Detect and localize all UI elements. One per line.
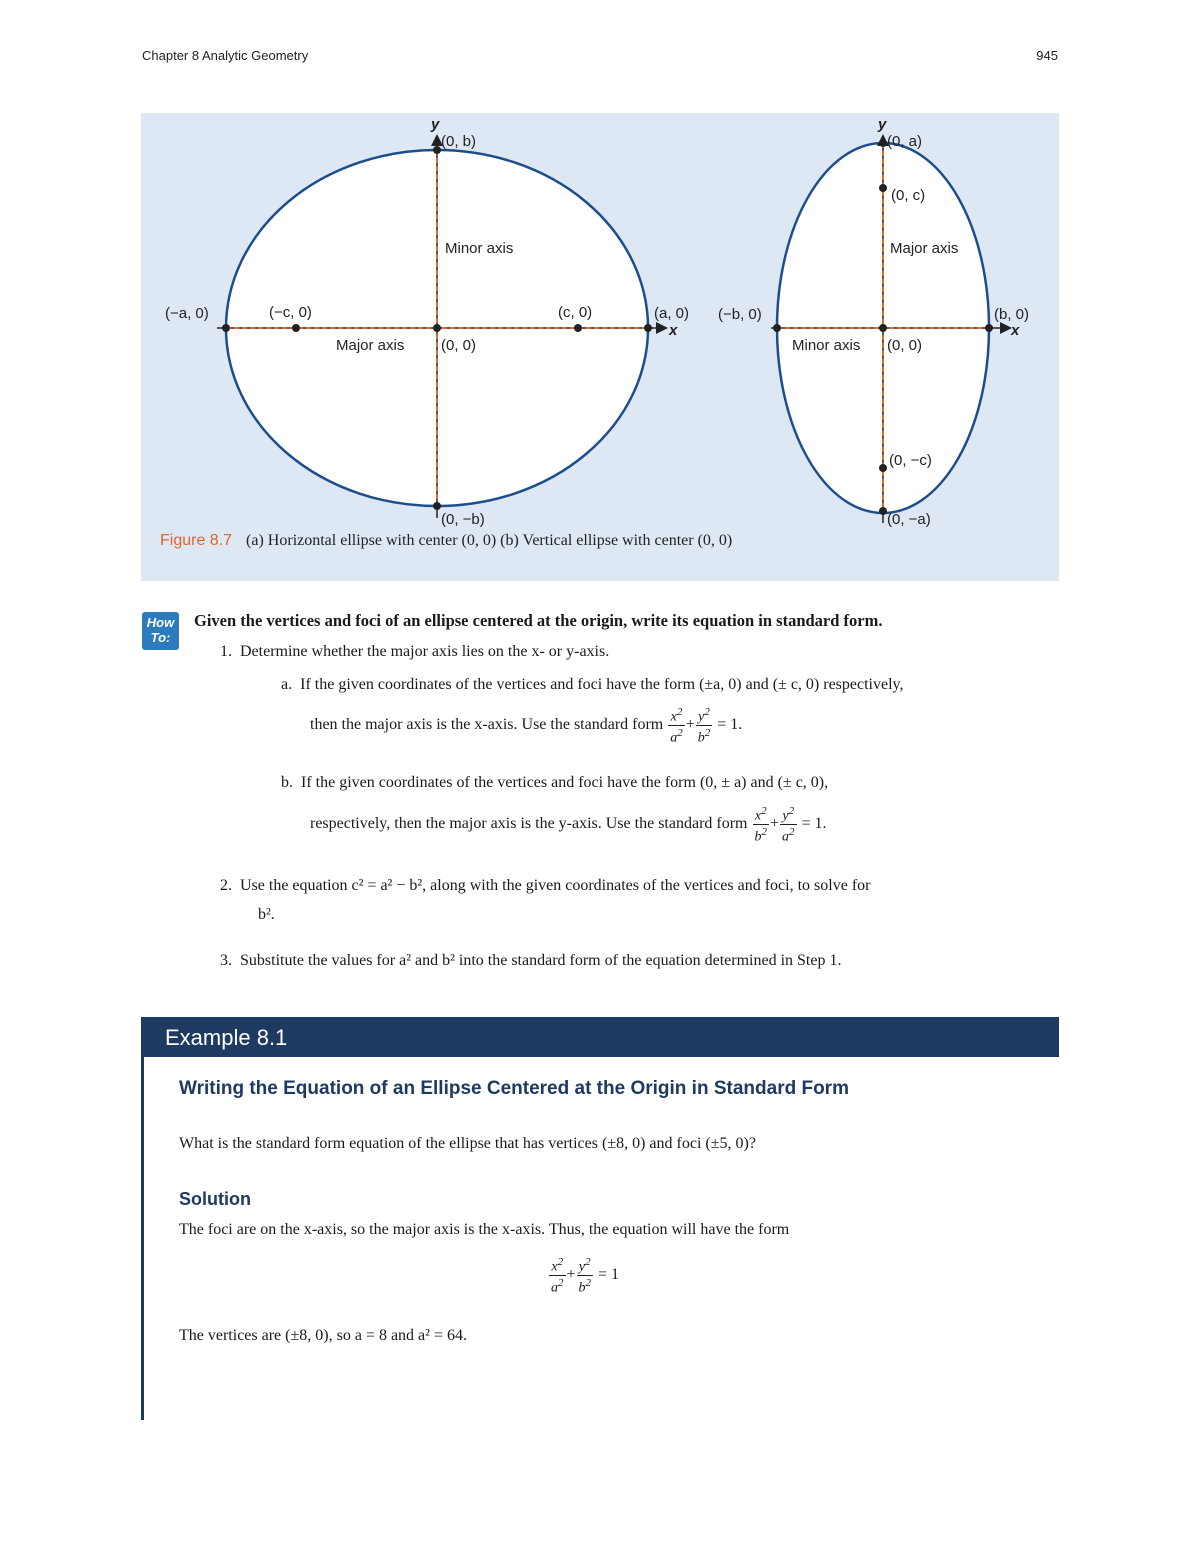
label-0-neg-c: (0, −c) — [889, 452, 932, 469]
right-bottom-focus-point — [879, 464, 887, 472]
label-0-c: (0, c) — [891, 187, 926, 204]
frac-y2-b2-example: $\frac{y^2}{b^2}$ — [578, 1256, 592, 1296]
solution-text: The foci are on the x-axis, so the major axis is the x-axis. Thus, the equation will have the form — [179, 1221, 790, 1238]
label-0-a: (0, a) — [887, 133, 923, 150]
label-left-center: (0, 0) — [441, 337, 477, 354]
left-center-point — [433, 324, 441, 332]
right-top-vertex-point — [879, 139, 887, 147]
label-neg-c-0: (−c, 0) — [269, 304, 312, 321]
frac-y2-b2: $\frac{y^2}{b^2}$ — [697, 706, 711, 746]
step-3: 3. Substitute the values for a² and b² into the standard form of the equation determined in Step 1. — [220, 952, 842, 969]
label-right-center: (0, 0) — [887, 337, 923, 354]
bottom-covertex-point — [433, 502, 441, 510]
left-y-axis-label: y — [431, 116, 440, 133]
label-right-minor-axis: Minor axis — [792, 337, 861, 354]
label-0-neg-b: (0, −b) — [441, 511, 485, 528]
label-0-neg-a: (0, −a) — [887, 511, 931, 528]
right-x-axis-label: x — [1011, 322, 1020, 339]
ellipse-figure — [141, 113, 1059, 533]
page-number: 945 — [1036, 48, 1058, 63]
right-vertex-point — [644, 324, 652, 332]
frac-y2-a2: $\frac{y^2}{a^2}$ — [782, 805, 795, 845]
frac-x2-a2: $\frac{x^2}{a^2}$ — [670, 706, 683, 746]
right-left-covertex-point — [773, 324, 781, 332]
figure-label: Figure 8.7 — [160, 532, 233, 549]
right-y-axis-label: y — [878, 116, 887, 133]
step-2-line1: 2. Use the equation c² = a² − b², along with the given coordinates of the vertices and foci, to solve for — [220, 877, 871, 894]
label-left-major-axis: Major axis — [336, 337, 405, 354]
step-1b-line2: respectively, then the major axis is the y-axis. Use the standard form $\frac{x^2}{b^2}$ + $\frac{y^2}{a^2}$ = 1. — [310, 805, 827, 845]
right-top-focus-point — [879, 184, 887, 192]
example-header: Example 8.1 — [141, 1017, 1059, 1057]
figure-caption — [160, 532, 732, 550]
step-1: 1. Determine whether the major axis lies on the x- or y-axis. — [220, 643, 610, 660]
label-neg-a-0: (−a, 0) — [165, 305, 209, 322]
left-vertex-point — [222, 324, 230, 332]
example-left-rule — [141, 1057, 144, 1420]
step-1a-line2: then the major axis is the x-axis. Use the standard form $\frac{x^2}{a^2}$ + $\frac{y^2}{b^2}$ = 1. — [310, 706, 743, 746]
label-b-0: (b, 0) — [994, 306, 1030, 323]
label-neg-b-0: (−b, 0) — [718, 306, 762, 323]
example-title: Writing the Equation of an Ellipse Centered at the Origin in Standard Form — [179, 1078, 849, 1099]
frac-x2-a2-example: $\frac{x^2}{a^2}$ — [551, 1256, 564, 1296]
example-question: What is the standard form equation of the ellipse that has vertices (±8, 0) and foci (±5, 0)? — [179, 1135, 756, 1152]
figure-caption-text: (a) Horizontal ellipse with center (0, 0) (b) Vertical ellipse with center (0, 0) — [246, 532, 733, 549]
chapter-title: Chapter 8 Analytic Geometry — [142, 48, 309, 63]
label-right-major-axis: Major axis — [890, 240, 959, 257]
right-bottom-vertex-point — [879, 507, 887, 515]
step-1a-line1: a. If the given coordinates of the vertices and foci have the form (±a, 0) and (± c, 0) respectively, — [281, 676, 904, 693]
step-2-line2: b². — [258, 906, 275, 923]
figure-panel — [141, 113, 1059, 581]
label-c-0: (c, 0) — [558, 304, 593, 321]
label-a-0: (a, 0) — [654, 305, 690, 322]
right-center-point — [879, 324, 887, 332]
vertices-text: The vertices are (±8, 0), so a = 8 and a² = 64. — [179, 1327, 467, 1344]
solution-heading: Solution — [179, 1189, 251, 1209]
step-1b-line1: b. If the given coordinates of the vertices and foci have the form (0, ± a) and (± c, 0), — [281, 774, 829, 791]
top-covertex-point — [433, 146, 441, 154]
frac-x2-b2: $\frac{x^2}{b^2}$ — [754, 805, 767, 845]
right-right-covertex-point — [985, 324, 993, 332]
how-to-title: Given the vertices and foci of an ellipse centered at the origin, write its equation in standard form. — [194, 611, 883, 630]
right-focus-point — [574, 324, 582, 332]
label-0-b: (0, b) — [441, 133, 477, 150]
label-left-minor-axis: Minor axis — [445, 240, 514, 257]
left-x-axis-label: x — [669, 322, 678, 339]
how-to-icon: How To: — [142, 612, 179, 650]
left-focus-point — [292, 324, 300, 332]
standard-form-equation: $\frac{x^2}{a^2}$ + $\frac{y^2}{b^2}$ = 1 — [551, 1256, 620, 1296]
